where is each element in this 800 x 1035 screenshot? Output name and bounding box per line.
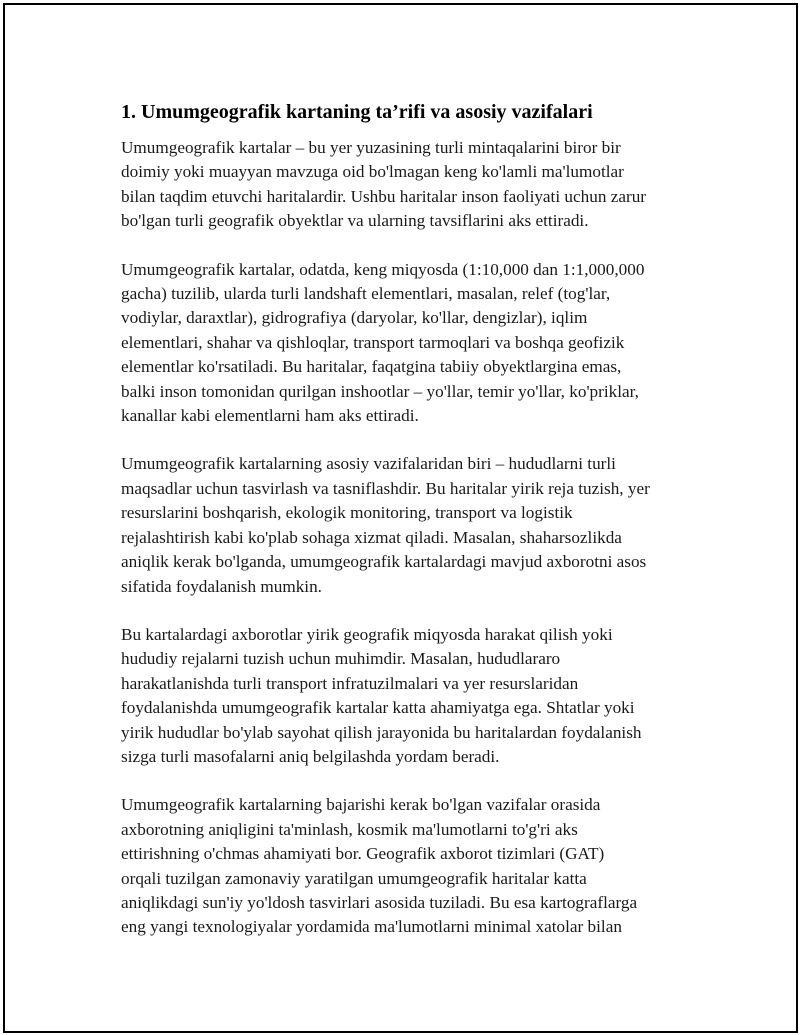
- text-line: gacha) tuzilib, ularda turli landshaft elementlari, masalan, relef (tog'lar,: [121, 284, 611, 304]
- text-line: hududiy rejalarni tuzish uchun muhimdir. Masalan, hududlararo: [121, 649, 561, 669]
- paragraph-5: [121, 793, 701, 939]
- text-line: vodiylar, daraxtlar), gidrografiya (daryolar, ko'llar, dengizlar), iqlim: [121, 308, 588, 328]
- text-line: Umumgeografik kartalar – bu yer yuzasining turli mintaqalarini biror bir: [121, 138, 621, 157]
- text-line: Umumgeografik kartalar, odatda, keng miqyosda (1:10,000 dan 1:1,000,000: [121, 259, 645, 279]
- text-line: orqali tuzilgan zamonaviy yaratilgan umumgeografik haritalar katta: [121, 868, 587, 888]
- paragraph-1: [121, 136, 701, 234]
- text-line: Umumgeografik kartalarning asosiy vazifalaridan biri – hududlarni turli: [121, 454, 616, 474]
- paragraph-3: [121, 452, 701, 598]
- text-line: maqsadlar uchun tasvirlash va tasniflashdir. Bu haritalar yirik reja tuzish, yer: [121, 478, 650, 498]
- text-line: eng yangi texnologiyalar yordamida ma'lumotlarni minimal xatolar bilan: [121, 917, 622, 937]
- text-line: bo'lgan turli geografik obyektlar va ularning tavsiflarini aks ettiradi.: [121, 211, 589, 231]
- text-line: balki inson tomonidan qurilgan inshootlar – yo'llar, temir yo'llar, ko'priklar,: [121, 381, 639, 401]
- text-line: kanallar kabi elementlarni ham aks ettiradi.: [121, 406, 419, 426]
- text-line: doimiy yoki muayyan mavzuga oid bo'lmagan keng ko'lamli ma'lumotlar: [121, 162, 624, 182]
- text-line: ettirishning o'chmas ahamiyati bor. Geografik axborot tizimlari (GAT): [121, 844, 605, 864]
- text-line: rejalashtirish kabi ko'plab sohaga xizmat qiladi. Masalan, shaharsozlikda: [121, 527, 622, 547]
- text-line: elementlar ko'rsatiladi. Bu haritalar, faqatgina tabiiy obyektlargina emas,: [121, 357, 622, 377]
- document-page: [3, 3, 798, 1033]
- text-line: aniqlikdagi sun'iy yo'ldosh tasvirlari asosida tuziladi. Bu esa kartograflarga: [121, 892, 638, 912]
- paragraph-4: [121, 623, 701, 769]
- text-line: resurslarini boshqarish, ekologik monitoring, transport va logistik: [121, 503, 573, 523]
- text-line: aniqlik kerak bo'lganda, umumgeografik kartalardagi mavjud axborotni asos: [121, 552, 647, 572]
- document-body: [121, 98, 701, 964]
- text-line: Bu kartalardagi axborotlar yirik geografik miqyosda harakat qilish yoki: [121, 624, 613, 644]
- text-line: Umumgeografik kartalarning bajarishi kerak bo'lgan vazifalar orasida: [121, 795, 601, 815]
- text-line: axborotning aniqligini ta'minlash, kosmik ma'lumotlarni to'g'ri aks: [121, 819, 578, 839]
- text-line: elementlari, shahar va qishloqlar, transport tarmoqlari va boshqa geofizik: [121, 332, 625, 352]
- text-line: yirik hududlar bo'ylab sayohat qilish jarayonida bu haritalardan foydalanish: [121, 722, 642, 742]
- text-line: harakatlanishda turli transport infratuzilmalari va yer resurslaridan: [121, 673, 579, 693]
- text-line: foydalanishda umumgeografik kartalar katta ahamiyatga ega. Shtatlar yoki: [121, 698, 635, 718]
- text-line: bilan taqdim etuvchi haritalardir. Ushbu haritalar inson faoliyati uchun zarur: [121, 186, 647, 206]
- section-heading: 1. Umumgeografik kartaning ta’rifi va asosiy vazifalari: [121, 101, 593, 123]
- text-line: sizga turli masofalarni aniq belgilashda yordam beradi.: [121, 746, 500, 766]
- text-line: sifatida foydalanish mumkin.: [121, 576, 322, 596]
- paragraph-2: [121, 258, 701, 429]
